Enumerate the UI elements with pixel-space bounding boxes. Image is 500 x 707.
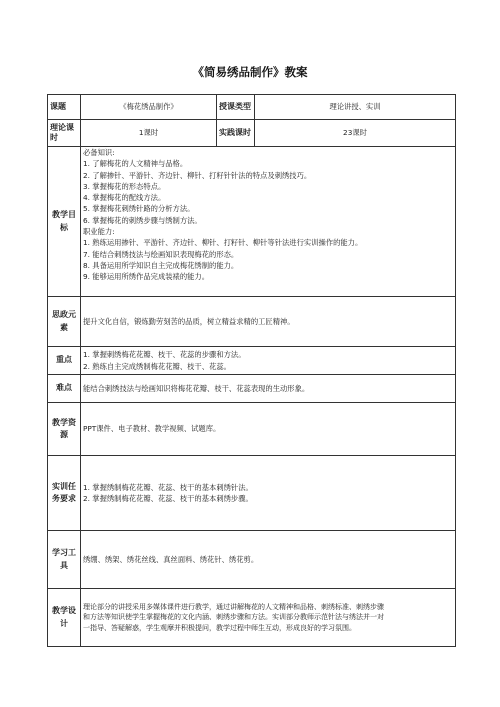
key-point-line: 1. 掌握刺绣梅花花瓣、枝干、花蕊的步骤和方法。 — [83, 350, 246, 360]
tools-content: 绣绷、绣架、绣花丝线、真丝面料、绣花针、绣花剪。 — [81, 531, 456, 589]
objectives-line: 1. 了解梅花的人文精神与品格。 — [83, 159, 188, 169]
topic-row — [48, 95, 456, 120]
ideology-label: 思政元素 — [48, 297, 81, 347]
page-title: 《简易绣品制作》教案 — [192, 65, 308, 79]
difficulty-row — [48, 375, 456, 403]
objectives-line: 4. 掌握梅花的配线方法。 — [83, 193, 166, 203]
objectives-line: 3. 掌握梅花的形态特点。 — [83, 181, 166, 191]
objectives-line: 6. 掌握梅花的刺绣步骤与绣制方法。 — [83, 215, 202, 225]
hours-row — [48, 120, 456, 147]
objectives-line: 9. 能够运用所绣作品完成装裱的能力。 — [83, 272, 210, 282]
practice-hours-label: 实践课时 — [217, 120, 255, 147]
objectives-content — [81, 147, 456, 297]
topic-label: 课题 — [48, 95, 81, 120]
objectives-line: 必备知识: — [83, 148, 115, 157]
key-points-label: 重点 — [48, 347, 81, 375]
design-label: 教学设计 — [48, 589, 81, 647]
ideology-row — [48, 297, 456, 347]
training-row — [48, 456, 456, 531]
theory-hours-label: 理论课时 — [48, 120, 81, 147]
training-line: 2. 掌握绣制梅花花瓣、花蕊、枝干的基本刺绣步骤。 — [83, 494, 253, 503]
key-points-row — [48, 347, 456, 375]
objectives-line: 8. 具备运用所学知识自主完成梅花绣制的能力。 — [83, 260, 239, 270]
topic-value: 《梅花绣品制作》 — [81, 95, 217, 120]
key-point-line: 2. 熟练自主完成绣制梅花花瓣、枝干、花蕊。 — [83, 361, 231, 371]
tools-row — [48, 531, 456, 589]
resources-label: 教学资源 — [48, 403, 81, 456]
resources-row — [48, 403, 456, 456]
practice-hours-value: 23课时 — [255, 120, 456, 147]
key-points-content — [81, 347, 456, 375]
difficulty-label: 难点 — [48, 375, 81, 403]
type-value: 理论讲授、实训 — [255, 95, 456, 120]
design-line: 理论部分的讲授采用多媒体课件进行教学，通过讲解梅花的人文精神和品格、刺绣标准、刺绣步骤 — [83, 603, 384, 612]
design-content — [81, 589, 456, 647]
training-line: 1. 掌握绣制梅花花瓣、花蕊、枝干的基本刺绣针法。 — [83, 482, 253, 492]
theory-hours-value: 1课时 — [81, 120, 217, 147]
design-line: 一指导、答疑解惑，学生观摩并积极提问，教学过程中师生互动，形成良好的学习氛围。 — [83, 623, 356, 632]
training-label: 实训任务要求 — [48, 456, 81, 531]
design-row — [48, 589, 456, 647]
objectives-row — [48, 147, 456, 297]
objectives-line: 2. 了解掺针、平游针、齐边针、柳针、打籽针针法的特点及刺绣技巧。 — [83, 170, 312, 180]
training-content — [81, 456, 456, 531]
tools-label: 学习工具 — [48, 531, 81, 589]
objectives-label: 教学目标 — [48, 147, 81, 297]
lesson-plan-table — [47, 94, 456, 647]
objectives-line: 1. 熟练运用掺针、平游针、齐边针、柳针、打籽针、柳针等针法进行实训操作的能力。 — [83, 238, 363, 248]
objectives-line: 职业能力: — [83, 227, 115, 237]
design-line: 和方法等知识使学生掌握梅花的文化内涵、刺绣步骤和方法。实训部分教师示范针法与绣法并一对 — [83, 613, 384, 622]
difficulty-content: 能结合刺绣技法与绘画知识将梅花花瓣、枝干、花蕊表现的生动形象。 — [81, 375, 456, 403]
type-label: 授课类型 — [217, 95, 255, 120]
objectives-line: 7. 能结合刺绣技法与绘画知识表现梅花的形态。 — [83, 249, 239, 259]
objectives-line: 5. 掌握梅花刺绣针路的分析方法。 — [83, 204, 195, 214]
resources-content: PPT课件、电子教材、教学视频、试题库。 — [81, 403, 456, 456]
ideology-content: 提升文化自信，锻炼勤劳刻苦的品质，树立精益求精的工匠精神。 — [81, 297, 456, 347]
